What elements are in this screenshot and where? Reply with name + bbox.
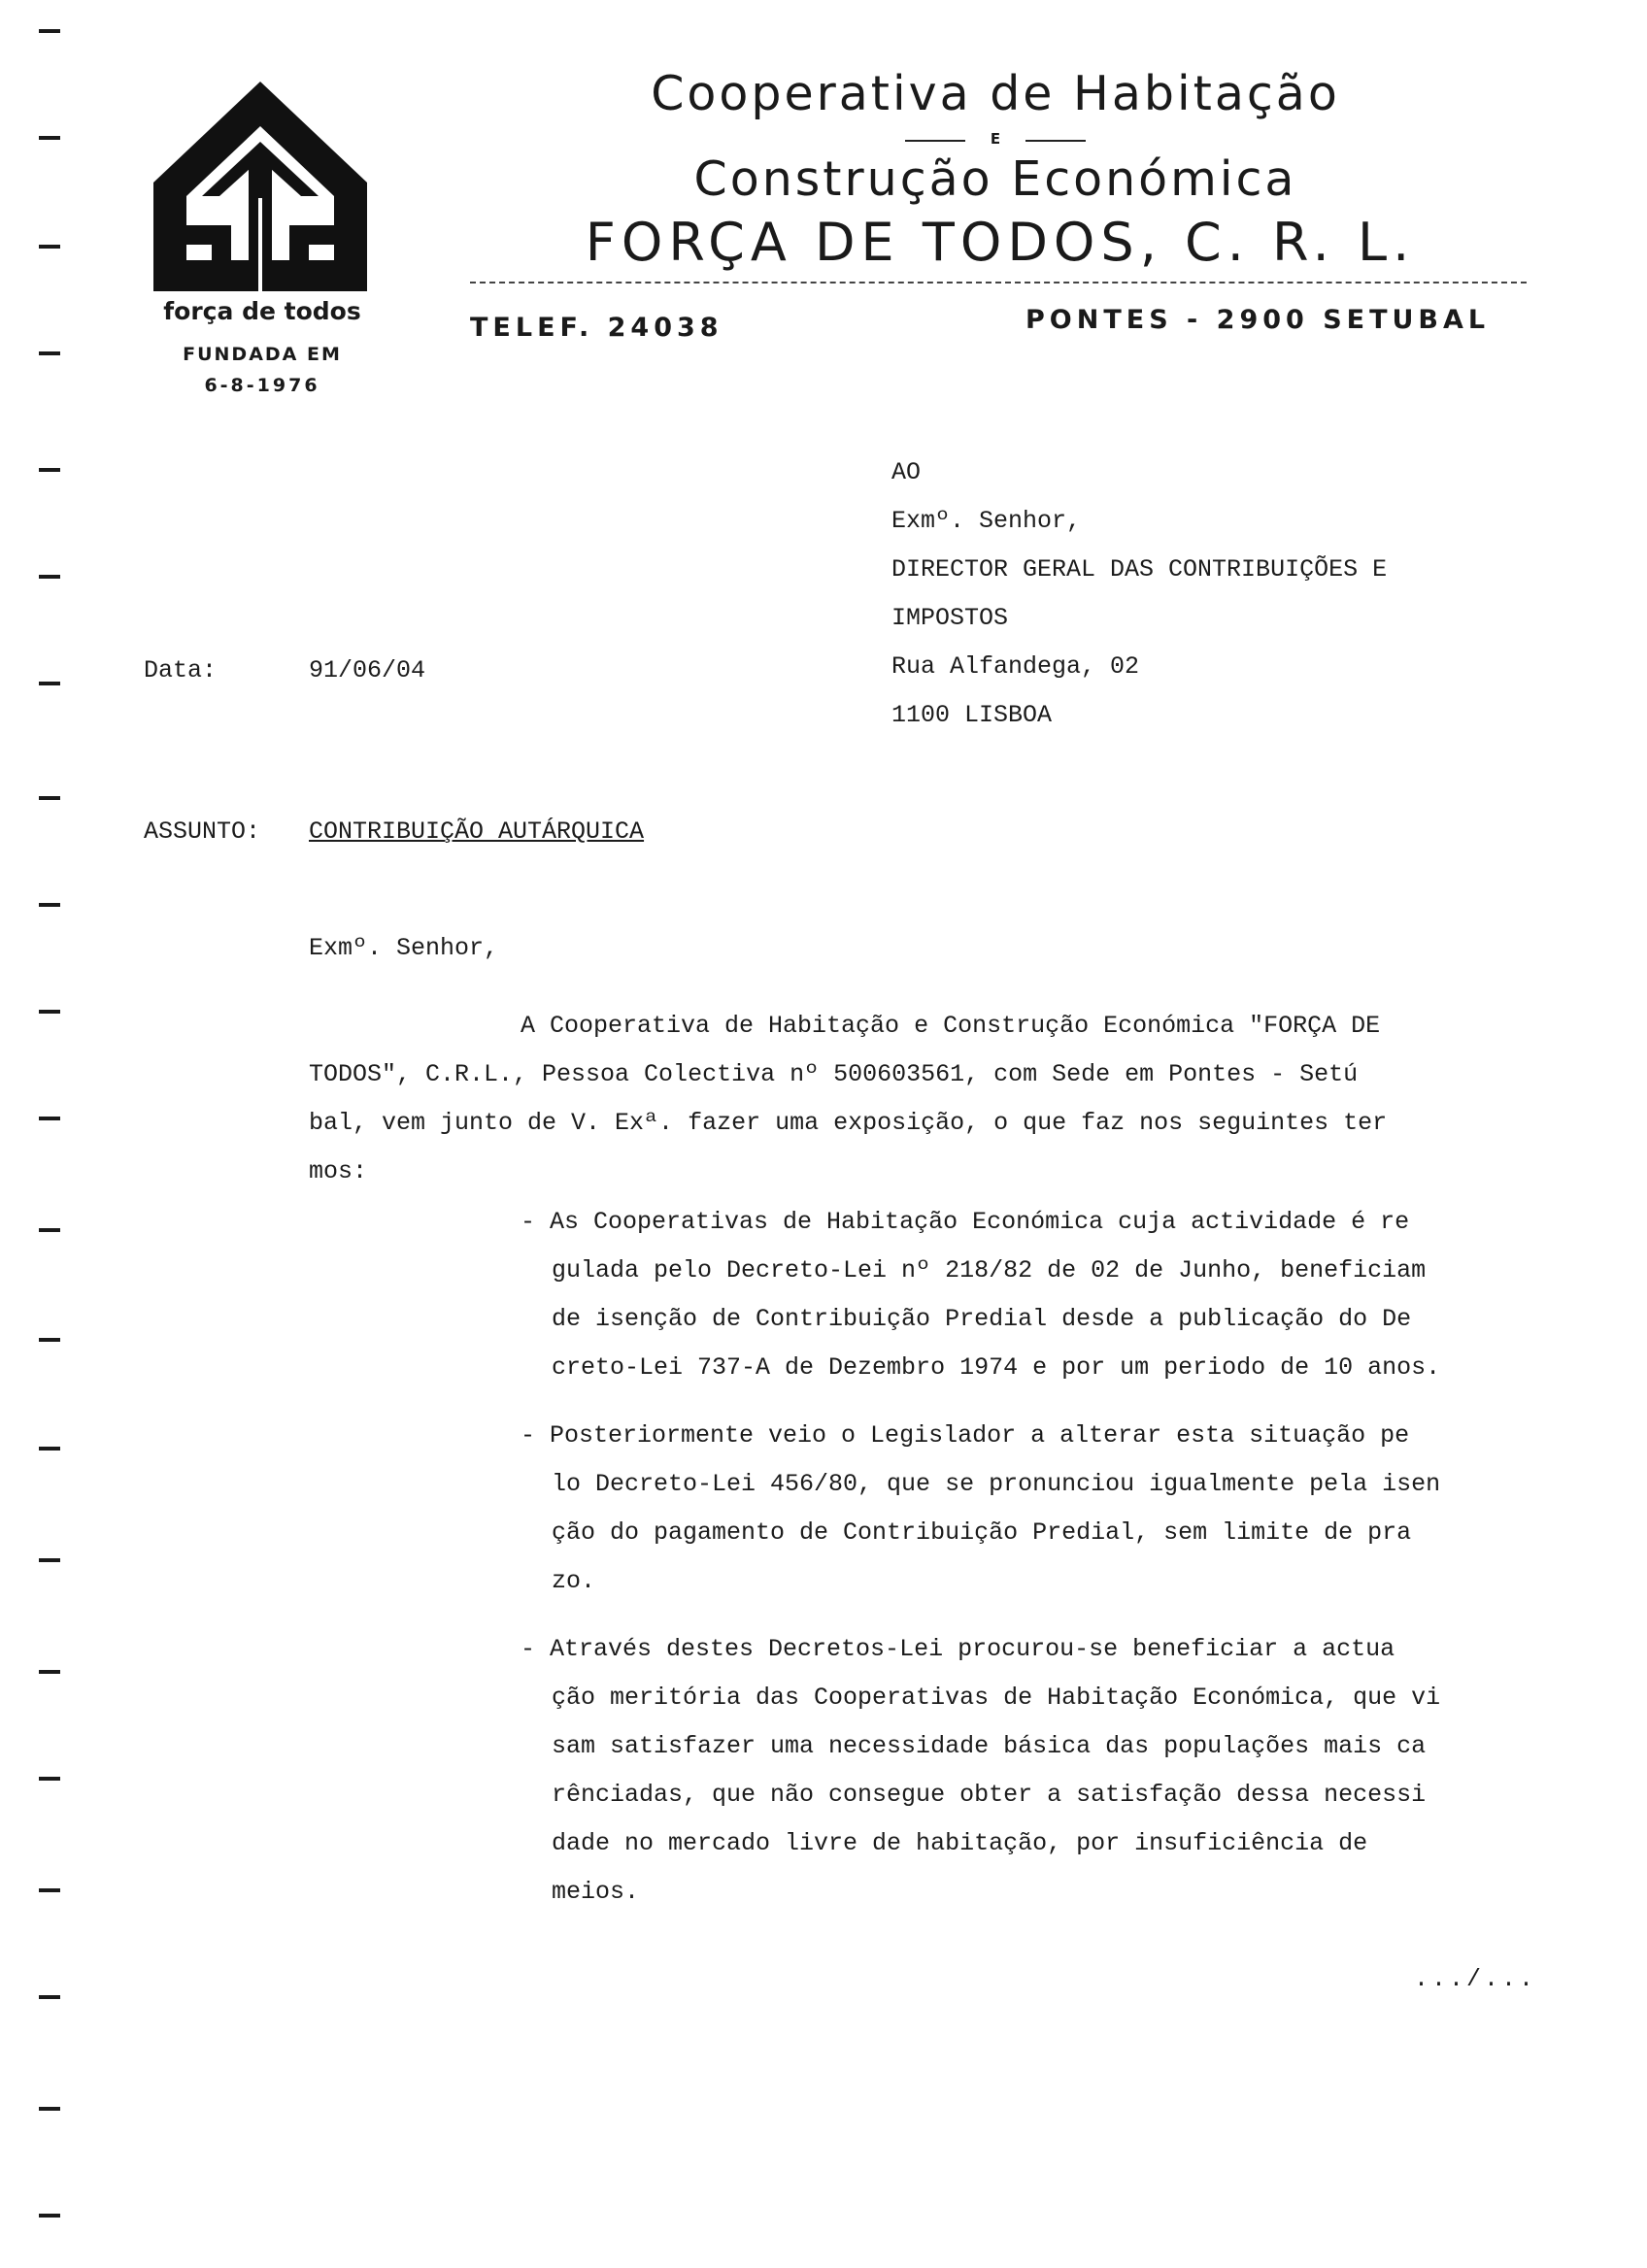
salutation: Exmº. Senhor,: [309, 934, 499, 962]
phone-number: TELEF. 24038: [470, 313, 723, 343]
company-name-line3: FORÇA DE TODOS, C. R. L.: [585, 212, 1416, 273]
bullet-line: meios.: [552, 1878, 640, 1906]
bullet-line: lo Decreto-Lei 456/80, que se pronunciou igualmente pela isen: [552, 1470, 1441, 1498]
recipient-block: [891, 458, 1387, 750]
recipient-line: DIRECTOR GERAL DAS CONTRIBUIÇÕES E: [891, 555, 1388, 584]
letterhead-rule: [470, 282, 1527, 284]
bullet-line: de isenção de Contribuição Predial desde a publicação do De: [552, 1305, 1412, 1333]
bullet-line: dade no mercado livre de habitação, por insuficiência de: [552, 1829, 1368, 1857]
recipient-line: 1100 LISBOA: [891, 701, 1053, 729]
bullet-line: - Posteriormente veio o Legislador a alterar esta situação pe: [521, 1421, 1410, 1450]
bullet-line: ção do pagamento de Contribuição Predial, sem limite de pra: [552, 1518, 1412, 1547]
bullet-line: rênciadas, que não consegue obter a satisfação dessa necessi: [552, 1781, 1427, 1809]
cooperative-logo: [153, 82, 367, 297]
recipient-line: Exmº. Senhor,: [891, 507, 1082, 535]
founded-date: 6-8-1976: [204, 375, 320, 396]
logo-caption: força de todos: [163, 297, 361, 325]
intro-line: A Cooperativa de Habitação e Construção Económica "FORÇA DE: [521, 1012, 1381, 1040]
founded-label: FUNDADA EM: [183, 344, 342, 365]
intro-line: mos:: [309, 1157, 368, 1185]
bullet-point: [521, 1208, 1440, 1402]
bullet-point: [521, 1635, 1440, 1926]
recipient-line: IMPOSTOS: [891, 604, 1009, 632]
company-name-line2: Construção Económica: [693, 151, 1297, 207]
date-value: 91/06/04: [309, 656, 426, 684]
bullet-line: ção meritória das Cooperativas de Habitação Económica, que vi: [552, 1684, 1441, 1712]
bullet-line: sam satisfazer uma necessidade básica das populações mais ca: [552, 1732, 1427, 1760]
bullet-line: zo.: [552, 1567, 596, 1595]
bullet-line: creto-Lei 737-A de Dezembro 1974 e por um periodo de 10 anos.: [552, 1353, 1441, 1382]
subject-label: ASSUNTO:: [144, 817, 261, 846]
bullet-line: - As Cooperativas de Habitação Económica cuja actividade é re: [521, 1208, 1410, 1236]
company-address: PONTES - 2900 SETUBAL: [1025, 305, 1491, 335]
bullet-point: [521, 1421, 1440, 1616]
bullet-line: - Através destes Decretos-Lei procurou-se beneficiar a actua: [521, 1635, 1395, 1663]
connector-letter: E: [990, 130, 1001, 148]
house-logo-icon: [153, 82, 367, 297]
continuation-marker: .../...: [1414, 1965, 1537, 1993]
company-name-line1: Cooperativa de Habitação: [651, 66, 1340, 121]
connector-rule: [905, 130, 1086, 150]
intro-line: bal, vem junto de V. Exª. fazer uma exposição, o que faz nos seguintes ter: [309, 1109, 1388, 1137]
intro-line: TODOS", C.R.L., Pessoa Colectiva nº 500603561, com Sede em Pontes - Setú: [309, 1060, 1359, 1088]
subject-value: CONTRIBUIÇÃO AUTÁRQUICA: [309, 817, 645, 846]
date-label: Data:: [144, 656, 218, 684]
recipient-line: AO: [891, 458, 922, 486]
bullet-line: gulada pelo Decreto-Lei nº 218/82 de 02 de Junho, beneficiam: [552, 1256, 1427, 1284]
recipient-line: Rua Alfandega, 02: [891, 652, 1140, 681]
